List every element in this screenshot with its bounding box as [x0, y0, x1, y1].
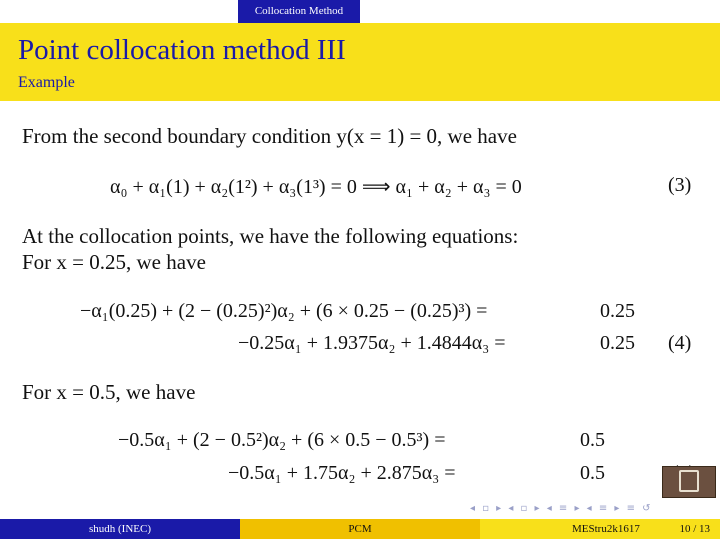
equation-4-number: (4) — [668, 332, 692, 354]
navigation-icons[interactable]: ◂ ▫ ▸ ◂ ▫ ▸ ◂ ≡ ▸ ◂ ≡ ▸ ≡ ↺ — [470, 503, 653, 514]
footer-code: MEStru2k1617 — [572, 523, 640, 535]
header-strip — [0, 0, 720, 23]
slide-title: Point collocation method III — [18, 34, 346, 66]
footer-right — [480, 519, 720, 539]
equation-3: α₀ + α₁(1) + α₂(1²) + α₃(1³) = 0 ⟹ α₁ + α₂ + α₃ = 0 — [110, 176, 522, 198]
presenter-thumbnail-icon — [662, 466, 716, 498]
equation-5a-rhs: 0.5 — [580, 429, 605, 451]
equation-5b-lhs: −0.5α₁ + 1.75α₂ + 2.875α₃ = — [228, 462, 456, 484]
section-tab[interactable]: Collocation Method — [238, 0, 360, 23]
equation-4b-lhs: −0.25α₁ + 1.9375α₂ + 1.4844α₃ = — [238, 332, 506, 354]
body-line-1: From the second boundary condition y(x = 1) = 0, we have — [22, 124, 517, 148]
equation-5a-lhs: −0.5α₁ + (2 − 0.5²)α₂ + (6 × 0.5 − 0.5³) = — [118, 429, 446, 451]
body-line-4: For x = 0.5, we have — [22, 380, 196, 404]
equation-3-number: (3) — [668, 174, 692, 196]
slide-subtitle: Example — [18, 74, 75, 91]
footer-short-title: PCM — [240, 519, 480, 539]
footer-author: shudh (INEC) — [0, 519, 240, 539]
body-line-3: For x = 0.25, we have — [22, 250, 206, 274]
footer-page-number: 10 / 13 — [679, 523, 710, 535]
equation-4a-rhs: 0.25 — [600, 300, 635, 322]
equation-5b-rhs: 0.5 — [580, 462, 605, 484]
footer — [0, 519, 720, 539]
equation-4a-lhs: −α₁(0.25) + (2 − (0.25)²)α₂ + (6 × 0.25 − (0.25)³) = — [80, 300, 488, 322]
body-line-2: At the collocation points, we have the following equations: — [22, 224, 519, 248]
equation-4b-rhs: 0.25 — [600, 332, 635, 354]
